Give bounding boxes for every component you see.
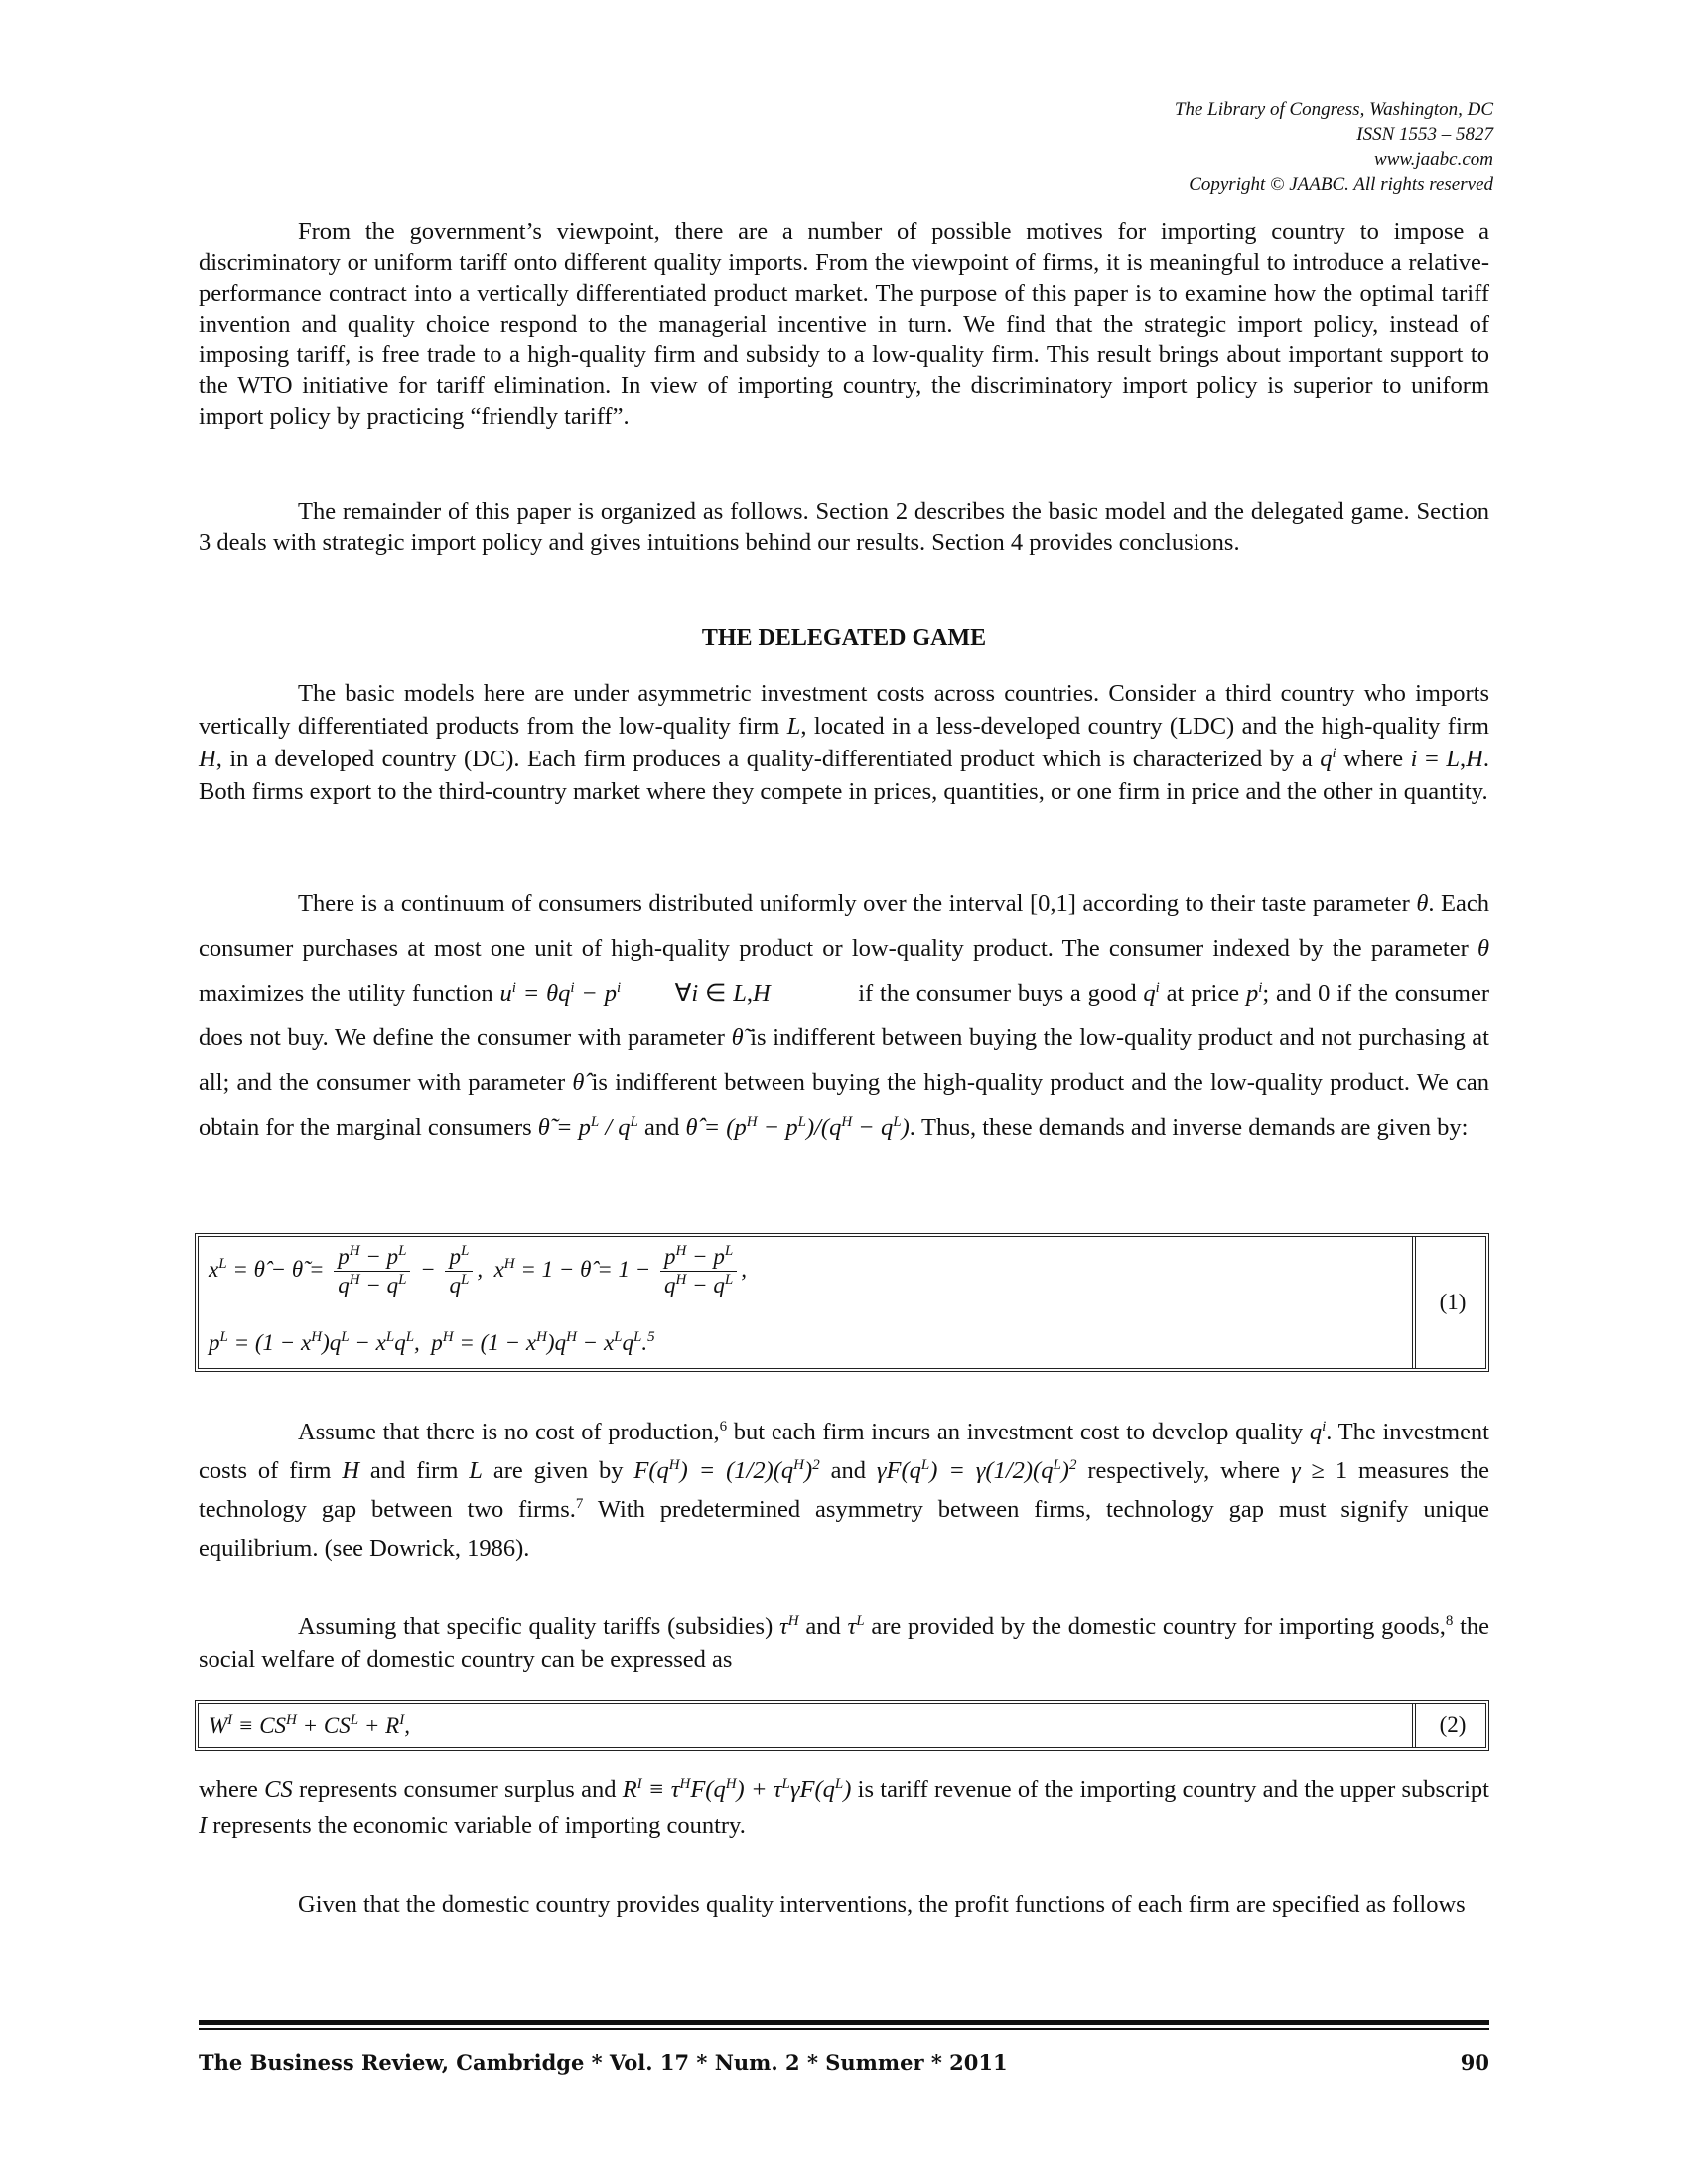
footer-rule-thin xyxy=(199,2028,1489,2030)
equation-2-number: (2) xyxy=(1439,1712,1467,1737)
equation-1-number: (1) xyxy=(1439,1290,1467,1314)
header-line-copyright: Copyright © JAABC. All rights reserved xyxy=(1189,174,1493,195)
footnote-mark-5: 5 xyxy=(647,1329,655,1345)
inverse-demand-equation: $p^L = (1 - x^H)q^L - x^Lq^L$, $p^H = (1 - x^H)q^H - x^Lq^L.^5$ xyxy=(209,1329,655,1355)
section-heading: THE DELEGATED GAME xyxy=(701,625,987,651)
equation-box-1 xyxy=(195,1233,1489,1372)
consumer-paragraph: There is a continuum of consumers distributed uniformly over the interval [0,1] according to their taste parameter θ. Each consumer purchases at most one unit of high-quality product or low-quality product. The consumer indexed by the parameter θ maximizes the utility function $u^i = \theta q^i - p^i$ ∀i ∈ L,H if the consumer buys a good $q^i$ at price $p^i$; and 0 if the consumer does not buy. We define the consumer with parameter θ̃ is indifferent between buying the low-quality product and not purchasing at all; and the consumer with parameter θ̂ is indifferent between buying the high-quality product and the low-quality product. We can obtain for the marginal consumers θ̃ = $p^L / q^L$ and θ̂ = $(p^H - p^L)/(q^H - q^L)$. Thus, these demands and inverse demands are given by: xyxy=(199,890,1490,1141)
intro-paragraph-2: The remainder of this paper is organized as follows. Section 2 describes the basic model and the delegated game. Section 3 deals with strategic import policy and gives intuitions behind our results. Section 4 provides conclusions. xyxy=(199,498,1489,556)
footnote-mark-8: 8 xyxy=(1445,1613,1454,1629)
welfare-equation: $W^I \equiv CS^H + CS^L + R^I$, xyxy=(209,1712,410,1738)
footnote-mark-6: 6 xyxy=(719,1419,728,1434)
model-paragraph: The basic models here are under asymmetric investment costs across countries. Consider a third country who imports vertically differentiated products from the low-quality firm L, located in a less-developed country (LDC) and the high-quality firm H, in a developed country (DC). Each firm produces a quality-differentiated product which is characterized by a $q^i$ where i = L,H. Both firms export to the third-country market where they compete in prices, quantities, or one firm in price and the other in quantity. xyxy=(199,680,1489,805)
intro-paragraph-1: From the government’s viewpoint, there are a number of possible motives for importing country to impose a discriminatory or uniform tariff onto different quality imports. From the viewpoint of firms, it is meaningful to introduce a relative-performance contract into a vertically differentiated product market. The purpose of this paper is to examine how the optimal tariff invention and quality choice respond to the managerial incentive in turn. We find that the strategic import policy, instead of imposing tariff, is free trade to a high-quality firm and subsidy to a low-quality firm. This result brings about important support to the WTO initiative for tariff elimination. In view of importing country, the discriminatory import policy is superior to uniform import policy by practicing “friendly tariff”. xyxy=(199,218,1489,430)
welfare-explanation-paragraph: where CS represents consumer surplus and $R^I \equiv \tau^HF(q^H) + \tau^L\gamma F(q^L)$ is tariff revenue of the importing country and the upper subscript I represents the economic variable of importing country. xyxy=(199,1776,1489,1839)
tariff-paragraph: Assuming that specific quality tariffs (subsidies) $\tau^H$ and $\tau^L$ are provided by the domestic country for importing goods,$^8$ the social welfare of domestic country can be expressed as xyxy=(199,1613,1489,1673)
footer-journal-citation: The Business Review, Cambridge * Vol. 17 * Num. 2 * Summer * 2011 xyxy=(199,2050,1008,2075)
equation-box-2 xyxy=(195,1700,1489,1751)
investment-paragraph: Assume that there is no cost of production,$^6$ but each firm incurs an investment cost to develop quality $q^i$. The investment costs of firm H and firm L are given by $F(q^H) = (1/2)(q^H)^2$ and $\gamma F(q^L) = \gamma(1/2)(q^L)^2$ respectively, where γ ≥ 1 measures the technology gap between two firms.$^7$ With predetermined asymmetry between firms, technology gap must signify unique equilibrium. (see Dowrick, 1986). xyxy=(199,1419,1490,1562)
header-line-issn: ISSN 1553 – 5827 xyxy=(1356,124,1493,145)
footer-page-number: 90 xyxy=(1460,2050,1489,2075)
header-line-library: The Library of Congress, Washington, DC xyxy=(1174,99,1493,120)
demand-equation: $x^L$ = θ̂ − θ̃ = $\frac{p^H - p^L}{q^H - q^L}$ − $\frac{p^L}{q^L}$ , $x^H = 1$ − θ̂ = 1 − $\frac{p^H - p^L}{q^H - q^L}$ , xyxy=(209,1243,747,1297)
footer-rule-thick xyxy=(199,2020,1489,2025)
footnote-mark-7: 7 xyxy=(575,1496,584,1512)
equation-2-body xyxy=(199,1704,1416,1747)
copyright-header xyxy=(798,97,1493,197)
header-line-website[interactable]: www.jaabc.com xyxy=(1374,149,1493,170)
equation-1-body xyxy=(199,1237,1416,1368)
profit-intro-paragraph: Given that the domestic country provides quality interventions, the profit functions of each firm are specified as follows xyxy=(298,1891,1466,1918)
